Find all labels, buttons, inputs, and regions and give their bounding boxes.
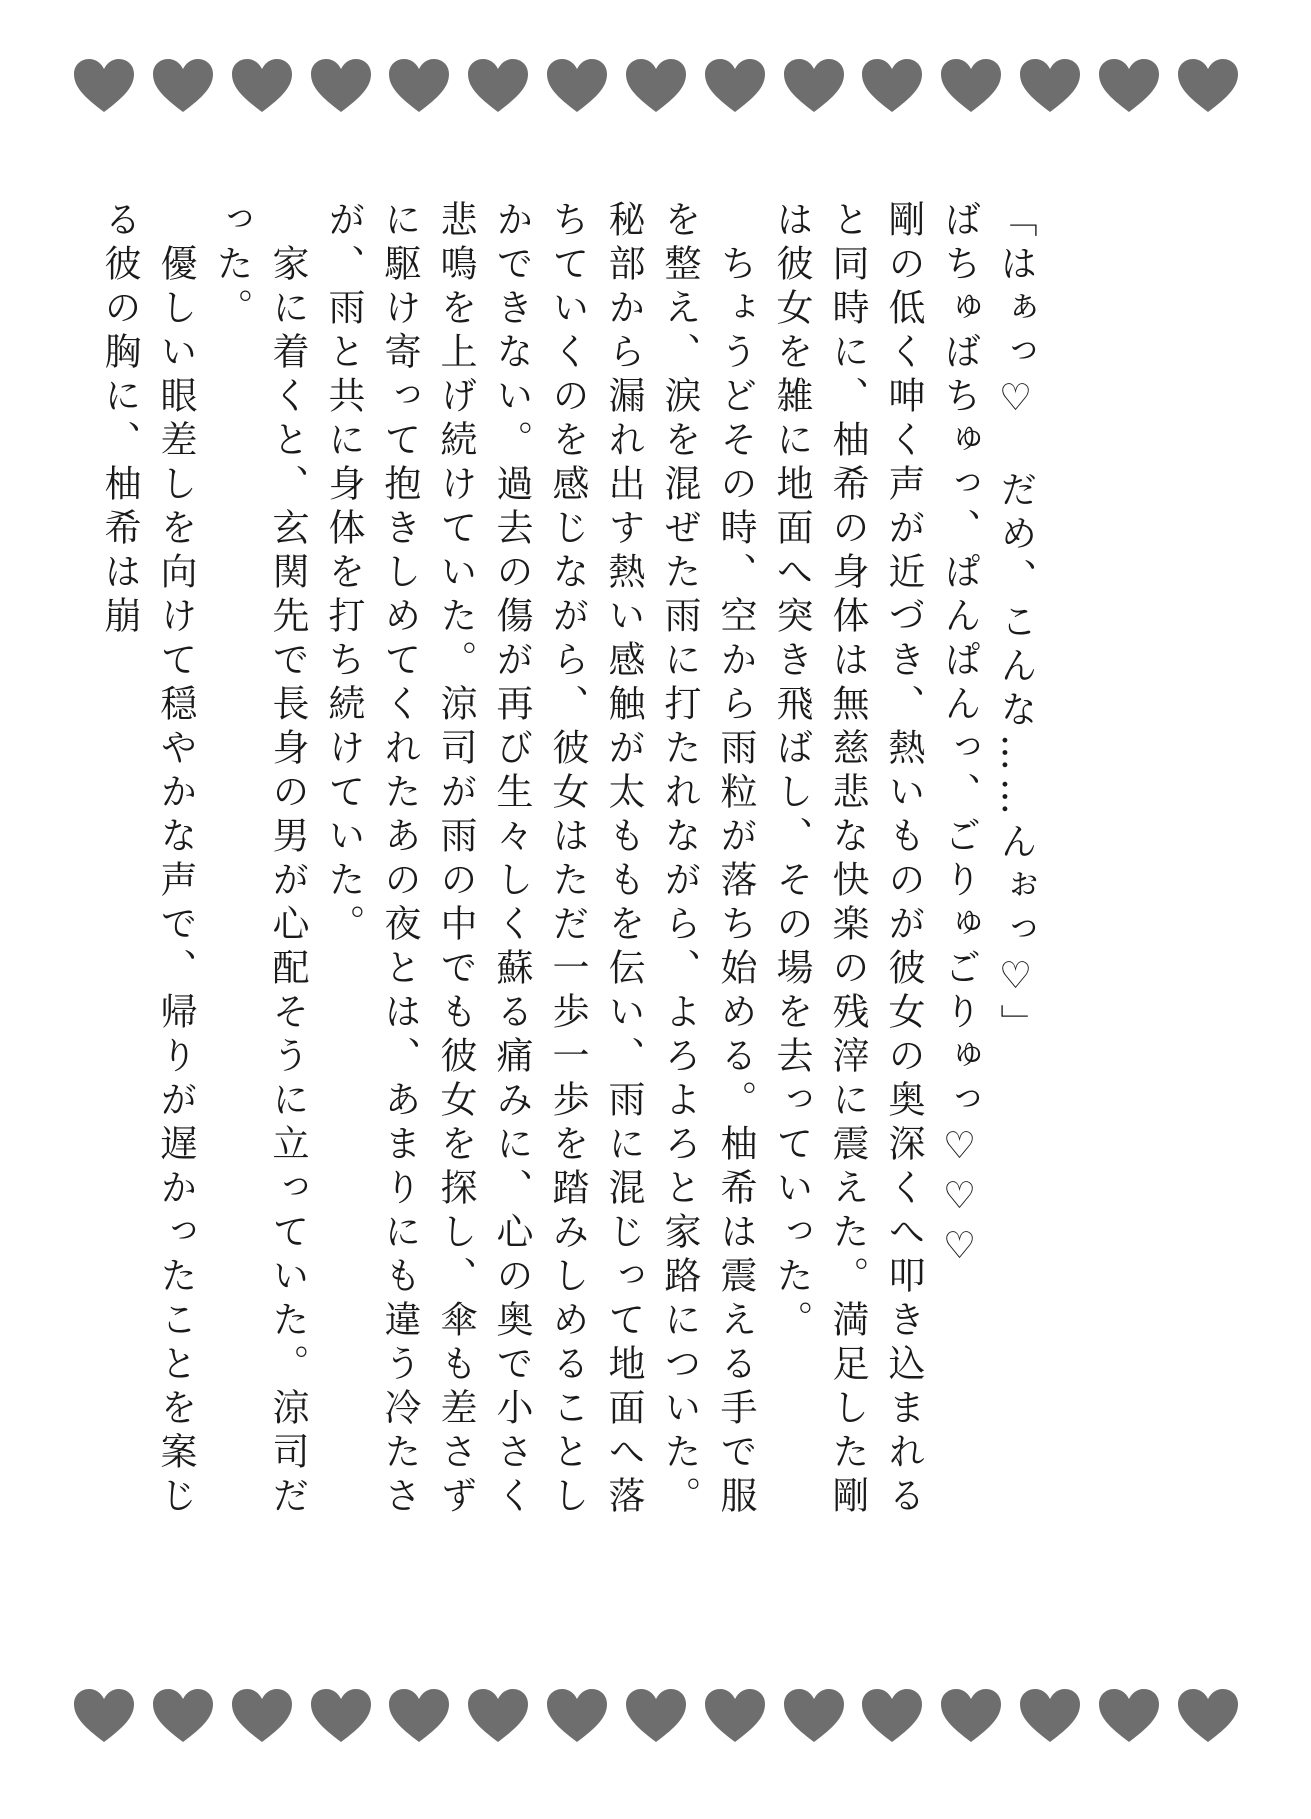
heart-icon <box>309 1687 373 1745</box>
dialogue-line: 「はぁっ♡ だめ、こんな……んぉっ♡」 <box>994 200 1037 1048</box>
heart-icon <box>387 1687 451 1745</box>
heart-icon <box>1018 57 1082 115</box>
bottom-heart-border <box>72 1682 1240 1750</box>
sound-effect-line: ばちゅばちゅっ、ぱんぱんっ、ごりゅごりゅっ♡♡♡ <box>938 200 981 1274</box>
heart-icon <box>782 57 846 115</box>
heart-icon <box>1097 57 1161 115</box>
top-heart-border <box>72 52 1240 120</box>
heart-icon <box>72 57 136 115</box>
paragraph: 剛の低く呻く声が近づき、熱いものが彼女の奥深くへ叩き込まれると同時に、柚希の身体は無慈悲な快楽の残滓に震えた。満足した剛は彼女を雑に地面へ突き飛ばし、その場を去っていった。 <box>770 200 925 1520</box>
heart-icon <box>939 57 1003 115</box>
heart-icon <box>1176 1687 1240 1745</box>
heart-icon <box>151 57 215 115</box>
heart-icon <box>387 57 451 115</box>
heart-icon <box>1097 1687 1161 1745</box>
paragraph: 優しい眼差しを向けて穏やかな声で、帰りが遅かったことを案じる彼の胸に、柚希は崩 <box>98 200 197 1520</box>
heart-icon <box>860 1687 924 1745</box>
heart-icon <box>624 57 688 115</box>
heart-icon <box>309 57 373 115</box>
story-text <box>98 200 1043 1560</box>
heart-icon <box>703 57 767 115</box>
heart-icon <box>1018 1687 1082 1745</box>
paragraph: 家に着くと、玄関先で長身の男が心配そうに立っていた。涼司だった。 <box>210 200 309 1520</box>
heart-icon <box>466 1687 530 1745</box>
paragraph: ちょうどその時、空から雨粒が落ち始める。柚希は震える手で服を整え、涙を混ぜた雨に打たれながら、よろよろと家路についた。秘部から漏れ出す熱い感触が太ももを伝い、雨に混じって地面へ落ちていくのを感じながら、彼女はただ一歩一歩を踏みしめることしかできない。過去の傷が再び生々しく蘇る痛みに、心の奥で小さく悲鳴を上げ続けていた。涼司が雨の中でも彼女を探し、傘も差さずに駆け寄って抱きしめてくれたあの夜とは、あまりにも違う冷たさが、雨と共に身体を打ち続けていた。 <box>322 200 757 1520</box>
heart-icon <box>782 1687 846 1745</box>
heart-icon <box>1176 57 1240 115</box>
heart-icon <box>860 57 924 115</box>
heart-icon <box>545 57 609 115</box>
heart-icon <box>703 1687 767 1745</box>
heart-icon <box>466 57 530 115</box>
heart-icon <box>545 1687 609 1745</box>
heart-icon <box>939 1687 1003 1745</box>
heart-icon <box>230 1687 294 1745</box>
heart-icon <box>624 1687 688 1745</box>
heart-icon <box>230 57 294 115</box>
heart-icon <box>72 1687 136 1745</box>
heart-icon <box>151 1687 215 1745</box>
